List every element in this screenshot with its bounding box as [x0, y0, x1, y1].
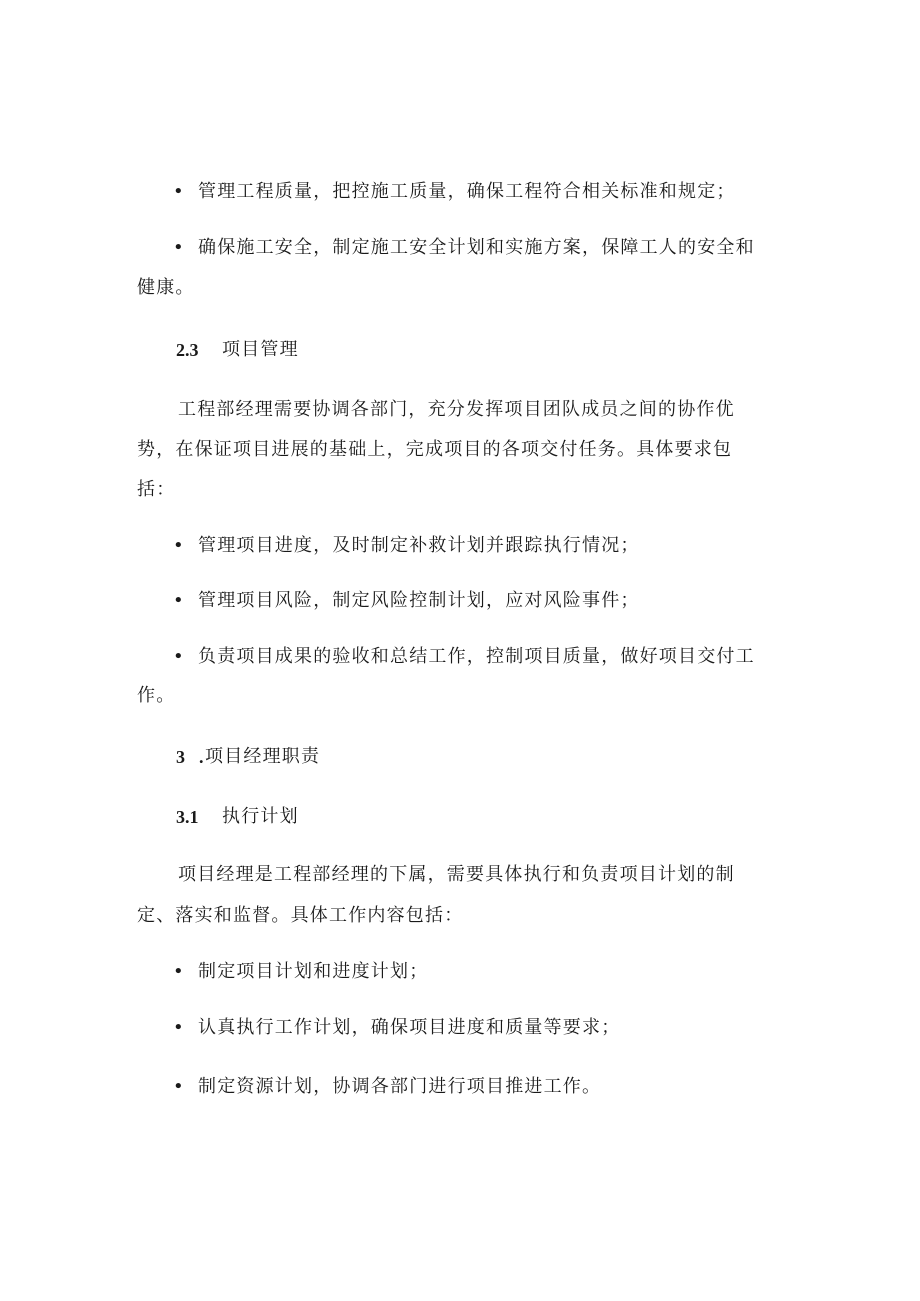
bullet-icon: • — [173, 646, 184, 667]
list-item: 制定项目计划和进度计划； — [198, 961, 429, 982]
list-item: 制定资源计划，协调各部门进行项目推进工作。 — [198, 1076, 602, 1097]
paragraph-line: 工程部经理需要协调各部门，充分发挥项目团队成员之间的协作优 — [178, 399, 735, 420]
paragraph-line: 定、落实和监督。具体工作内容包括： — [137, 905, 464, 926]
list-item-continuation: 作。 — [137, 685, 176, 706]
bullet-icon: • — [173, 961, 184, 982]
list-item: 管理工程质量，把控施工质量，确保工程符合相关标准和规定； — [198, 181, 736, 202]
paragraph-line: 势，在保证项目进展的基础上，完成项目的各项交付任务。具体要求包 — [137, 439, 733, 460]
section-number: 2.3 — [176, 340, 199, 360]
list-item: 确保施工安全，制定施工安全计划和实施方案，保障工人的安全和 — [198, 237, 755, 258]
section-number: 3.1 — [176, 807, 199, 827]
bullet-icon: • — [173, 237, 184, 258]
section-title: 项目经理职责 — [205, 746, 321, 767]
bullet-icon: • — [173, 535, 184, 556]
section-number: 3 — [176, 747, 185, 767]
section-number-dot: . — [199, 747, 205, 767]
section-title: 执行计划 — [222, 806, 299, 827]
bullet-icon: • — [173, 1076, 184, 1097]
list-item: 管理项目进度，及时制定补救计划并跟踪执行情况； — [198, 535, 640, 556]
bullet-icon: • — [173, 590, 184, 611]
paragraph-line: 括： — [137, 479, 176, 500]
list-item-continuation: 健康。 — [137, 277, 195, 298]
bullet-icon: • — [173, 1017, 184, 1038]
bullet-icon: • — [173, 181, 184, 202]
list-item: 认真执行工作计划，确保项目进度和质量等要求； — [198, 1017, 621, 1038]
section-title: 项目管理 — [222, 339, 299, 360]
list-item: 管理项目风险，制定风险控制计划，应对风险事件； — [198, 590, 640, 611]
paragraph-line: 项目经理是工程部经理的下属，需要具体执行和负责项目计划的制 — [178, 864, 735, 885]
list-item: 负责项目成果的验收和总结工作，控制项目质量，做好项目交付工 — [198, 646, 755, 667]
